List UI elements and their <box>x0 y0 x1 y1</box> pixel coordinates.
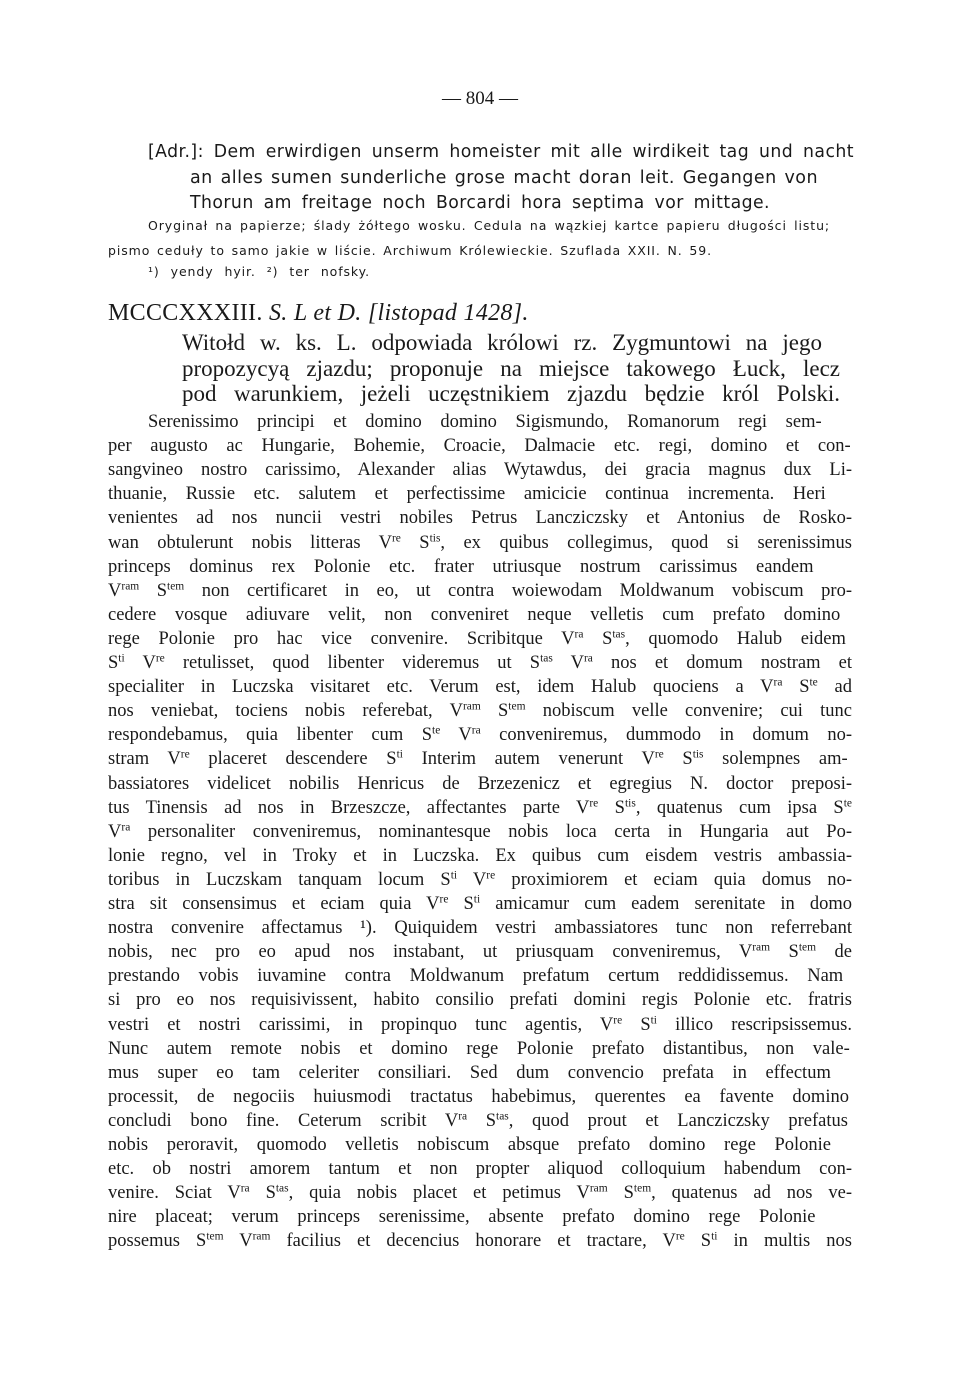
summary-line-3: pod warunkiem, jeżeli uczęstnikiem zjazdu będzie król Polski. <box>182 381 840 406</box>
body-line-16: bassiatores videlicet nobilis Henricus de Brzezenicz et egregius N. doctor preposi- <box>108 773 852 794</box>
document-number: MCCCXXXIII. <box>108 300 263 326</box>
body-line-13: nos veniebat, tociens nobis referebat, $V^{ram}$ $S^{tem}$ nobiscum velle convenire; cui tunc <box>108 700 852 722</box>
body-line-21: stra sit consensimus et eciam quia Vre $S^{ti}$ amicamur cum eadem serenitate in domo <box>108 893 853 914</box>
address-line-2: an alles sumen sunderliche grose macht doran leit. Gegangen von <box>190 168 818 188</box>
body-line-11: $S^{ti}$ Vre retulisset, quod libenter videremus ut $S^{tas}$ $V^{ra}$ nos et domum nostram et <box>108 652 852 673</box>
body-line-14: respondebamus, quia libenter cum $S^{te}$ $V^{ra}$ conveniremus, dummodo in domum no- <box>108 725 853 746</box>
body-line-19: lonie regno, vel in Troky et in Luczska. Ex quibus cum eisdem vestris ambassia- <box>108 845 852 866</box>
body-line-30: concludi bono fine. Ceterum scribit $V^{ra}$ $S^{tas}$, quod prout et Lancziczsky prefatus <box>108 1110 848 1131</box>
body-line-26: vestri et nostri carissimi, in propinquo tunc agentis, Vre $S^{ti}$ illico rescripsissemus. <box>108 1014 852 1035</box>
body-line-15: stram Vre placeret descendere $S^{ti}$ Interim autem venerunt Vre $S^{tis}$ solempnes am- <box>108 749 848 770</box>
body-line-35: possemus $S^{tem}$ $V^{ram}$ facilius et decencius honorare et tractare, Vre $S^{ti}$ in multis nos <box>108 1231 852 1252</box>
body-line-31: nobis peroravit, quomodo velletis nobiscum absque prefato domino rege Polonie <box>108 1135 832 1155</box>
body-line-23: nobis, nec pro eo apud nos instabant, ut priusquam conveniremus, $V^{ram}$ $S^{tem}$ de <box>108 941 852 963</box>
body-line-28: mus super eo tam celeriter consiliari. Sed dum convencio prefata in effectum <box>108 1062 831 1083</box>
note-line-1: Oryginał na papierze; ślady żółtego wosku. Cedula na wązkiej kartce papieru długości listu; <box>148 218 830 233</box>
body-line-3: sangvineo nostro carissimo, Alexander alias Wytawdus, dei gracia magnus dux Li- <box>108 460 852 481</box>
body-line-33: venire. Sciat $V^{ra}$ $S^{tas}$, quia nobis placet et petimus $V^{ram}$ $S^{tem}$, quatenus ad nos ve- <box>108 1182 852 1204</box>
body-line-4: thuanie, Russie etc. salutem et perfectissime amicicie continua incrementa. Heri <box>108 484 826 505</box>
body-line-29: processit, de negociis huiusmodi tractatus habebimus, querentes ea favente domino <box>108 1086 849 1107</box>
body-line-24: prestando vobis iuvamine contra Moldwanum prefatum certum reddidissemus. Nam <box>108 966 844 987</box>
document-date: [listopad 1428]. <box>367 300 529 326</box>
body-line-12: specialiter in Luczska visitaret etc. Verum est, idem Halub quociens a $V^{ra}$ $S^{te}$ ad <box>108 676 852 698</box>
summary-line-2: propozycyą zjazdu; proponuje na miejsce takowego Łuck, lecz <box>182 356 840 381</box>
body-line-17: tus Tinensis ad nos in Brzeszcze, affectantes parte Vre $S^{tis}$, quatenus cum ipsa $S^{te}$ <box>108 797 852 818</box>
body-line-25: si pro eo nos requisivissent, habito consilio prefati domini regis Polonie etc. fratris <box>108 990 852 1011</box>
address-line-3: Thorun am freitage noch Borcardi hora septima vor mittage. <box>190 193 770 213</box>
body-line-2: per augusto ac Hungarie, Bohemie, Croacie, Dalmacie etc. regi, domino et con- <box>108 436 851 457</box>
body-line-9: cedere vosque adiuvare velit, non conveniret neque velletis cum prefato domino <box>108 604 841 625</box>
address-line-1: [Adr.]: Dem erwirdigen unserm homeister mit alle wirdikeit tag und nacht <box>148 142 854 162</box>
note-line-3: ¹) yendy hyir. ²) ter nofsky. <box>148 264 370 279</box>
body-line-22: nostra convenire affectamus ¹). Quiquidem vestri ambassiatores tunc non referrebant <box>108 918 852 939</box>
body-line-1: Serenissimo principi et domino domino Sigismundo, Romanorum regi sem- <box>148 412 822 432</box>
document-place: S. L et D. <box>268 300 362 326</box>
body-line-10: rege Polonie pro hac vice convenire. Scribitque $V^{ra}$ $S^{tas}$, quomodo Halub eidem <box>108 628 846 649</box>
body-line-27: Nunc autem remote nobis et domino rege Polonie prefato distantibus, non vale- <box>108 1038 850 1059</box>
body-line-6: wan obtulerunt nobis litteras Vre $S^{tis}$, ex quibus collegimus, quod si serenissimus <box>108 532 852 553</box>
note-line-2: pismo ceduły to samo jakie w liście. Archiwum Królewieckie. Szuflada XXII. N. 59. <box>108 243 712 258</box>
summary-line-1: Witołd w. ks. L. odpowiada królowi rz. Zygmuntowi na jego <box>182 330 822 355</box>
document-heading <box>108 300 529 327</box>
page-number: — 804 — <box>442 88 518 109</box>
body-line-18: $V^{ra}$ personaliter conveniremus, nominantesque nobis loca certa in Hungaria aut Po- <box>108 821 852 842</box>
body-line-5: venientes ad nos nuncii vestri nobiles Petrus Lancziczsky et Antonius de Rosko- <box>108 508 852 529</box>
body-line-8: $V^{ram}$ $S^{tem}$ non certificaret in eo, ut contra woiewodam Moldwanum vobiscum pro- <box>108 580 853 601</box>
body-line-32: etc. ob nostri amorem tantum et non propter aliquod colloquium habendum con- <box>108 1159 852 1180</box>
body-line-7: princeps dominus rex Polonie etc. frater utriusque nostrum carissimus eandem <box>108 556 814 577</box>
body-line-34: nire placeat; verum princeps serenissime, absente prefato domino rege Polonie <box>108 1207 816 1228</box>
body-line-20: toribus in Luczskam tanquam locum $S^{ti}$ Vre proximiorem et eciam quia domus no- <box>108 869 852 890</box>
